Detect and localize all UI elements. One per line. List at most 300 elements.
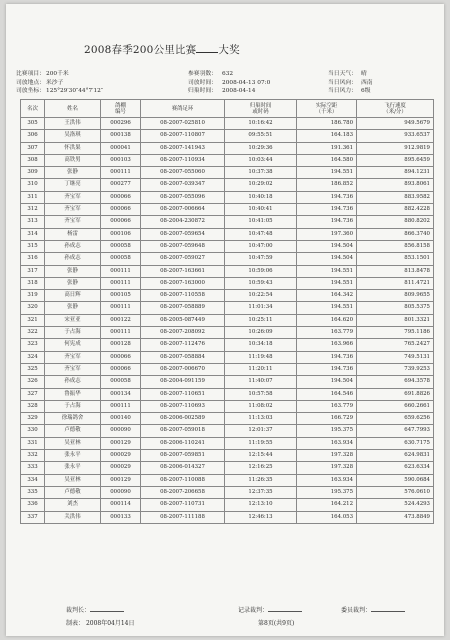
cell-rank: 329 — [21, 413, 45, 425]
cell-speed: 739.9253 — [357, 363, 434, 375]
cell-ring: 08-2004-091159 — [141, 376, 225, 388]
cell-distance: 164.580 — [297, 154, 357, 166]
cell-ring: 08-2007-208092 — [141, 327, 225, 339]
cell-loft: 000041 — [101, 142, 141, 154]
cell-distance: 164.183 — [297, 130, 357, 142]
cell-loft: 000111 — [101, 277, 141, 289]
cell-rank: 315 — [21, 240, 45, 252]
cell-rank: 322 — [21, 327, 45, 339]
cell-distance: 164.546 — [297, 388, 357, 400]
table-row — [21, 142, 434, 154]
cell-speed: 801.3321 — [357, 314, 434, 326]
made-date: 2008年04月14日 — [85, 620, 135, 627]
cell-rank: 326 — [21, 376, 45, 388]
cell-arrival: 10:16:42 — [225, 118, 297, 130]
cell-arrival: 12:13:10 — [225, 499, 297, 511]
cell-ring: 08-2007-112476 — [141, 339, 225, 351]
cell-loft: 000058 — [101, 240, 141, 252]
header-rank: 名次 — [21, 100, 45, 118]
coord-value: 125°29′30″44°7′12″ — [46, 88, 104, 95]
table-row — [21, 474, 434, 486]
cell-distance: 164.212 — [297, 499, 357, 511]
cell-name: 张静 — [45, 302, 101, 314]
cell-name: 怀洪果 — [45, 142, 101, 154]
cell-arrival: 10:40:18 — [225, 191, 297, 203]
cell-distance: 194.504 — [297, 240, 357, 252]
wind-force-value: 6级 — [361, 88, 371, 95]
table-row — [21, 413, 434, 425]
cell-arrival: 10:40:41 — [225, 204, 297, 216]
title-text: 2008春季200公里比赛 — [84, 44, 197, 56]
table-row — [21, 167, 434, 179]
cell-rank: 321 — [21, 314, 45, 326]
cell-distance: 194.504 — [297, 376, 357, 388]
cell-rank: 323 — [21, 339, 45, 351]
release-time-label: 司放时间： — [188, 79, 217, 86]
cell-speed: 524.4293 — [357, 499, 434, 511]
cell-speed: 590.0684 — [357, 474, 434, 486]
cell-speed: 883.9582 — [357, 191, 434, 203]
cell-speed: 895.6459 — [357, 154, 434, 166]
cell-name: 卢德敬 — [45, 425, 101, 437]
cell-distance: 163.934 — [297, 437, 357, 449]
table-row — [21, 265, 434, 277]
table-row — [21, 253, 434, 265]
cell-loft: 000122 — [101, 314, 141, 326]
cell-speed: 853.1501 — [357, 253, 434, 265]
cell-speed: 882.4228 — [357, 204, 434, 216]
cell-distance: 164.342 — [297, 290, 357, 302]
cell-loft: 000111 — [101, 400, 141, 412]
cell-name: 卢德敬 — [45, 486, 101, 498]
cell-speed: 694.3578 — [357, 376, 434, 388]
table-row — [21, 216, 434, 228]
cell-loft: 000129 — [101, 437, 141, 449]
cell-rank: 333 — [21, 462, 45, 474]
cell-ring: 08-2007-006670 — [141, 363, 225, 375]
cell-loft: 000138 — [101, 130, 141, 142]
cell-distance: 194.551 — [297, 265, 357, 277]
cell-name: 齐宝军 — [45, 204, 101, 216]
cell-speed: 894.1231 — [357, 167, 434, 179]
table-row — [21, 179, 434, 191]
cell-distance: 191.361 — [297, 142, 357, 154]
cell-rank: 306 — [21, 130, 45, 142]
cell-name: 齐宝军 — [45, 351, 101, 363]
cell-speed: 866.3740 — [357, 228, 434, 240]
table-body — [21, 118, 434, 524]
coord-label: 司放坐标： — [16, 88, 45, 95]
return-time-label: 归巢时间： — [188, 88, 217, 95]
cell-rank: 307 — [21, 142, 45, 154]
cell-arrival: 10:47:59 — [225, 253, 297, 265]
table-row — [21, 339, 434, 351]
cell-speed: 473.8849 — [357, 511, 434, 523]
cell-arrival: 10:03:44 — [225, 154, 297, 166]
cell-name: 杨雷 — [45, 228, 101, 240]
cell-arrival: 10:29:36 — [225, 142, 297, 154]
cell-ring: 08-2007-055096 — [141, 191, 225, 203]
cell-distance: 194.736 — [297, 351, 357, 363]
release-site-value: 米沙子 — [46, 79, 64, 86]
header-loft: 鸽棚 编号 — [101, 100, 141, 118]
wind-label: 当日风向： — [328, 79, 357, 86]
cell-name: 于占海 — [45, 327, 101, 339]
cell-ring: 08-2007-058889 — [141, 302, 225, 314]
recorder-signature — [238, 605, 302, 614]
cell-speed: 933.6537 — [357, 130, 434, 142]
cell-arrival: 11:26:35 — [225, 474, 297, 486]
cell-loft: 000066 — [101, 216, 141, 228]
table-row — [21, 511, 434, 523]
cell-ring: 08-2007-111188 — [141, 511, 225, 523]
cell-distance: 186.852 — [297, 179, 357, 191]
cell-rank: 324 — [21, 351, 45, 363]
cell-name: 高日辉 — [45, 290, 101, 302]
cell-arrival: 10:59:43 — [225, 277, 297, 289]
cell-name: 何宪成 — [45, 339, 101, 351]
cell-loft: 000066 — [101, 191, 141, 203]
cell-arrival: 11:20:11 — [225, 363, 297, 375]
cell-loft: 000134 — [101, 388, 141, 400]
table-row — [21, 191, 434, 203]
cell-name: 孙成志 — [45, 376, 101, 388]
cell-loft: 000066 — [101, 363, 141, 375]
cell-rank: 316 — [21, 253, 45, 265]
cell-loft: 000114 — [101, 499, 141, 511]
page-number: 第8页(共9页) — [258, 620, 295, 627]
cell-arrival: 11:40:07 — [225, 376, 297, 388]
cell-rank: 332 — [21, 450, 45, 462]
cell-name: 张永平 — [45, 450, 101, 462]
cell-rank: 337 — [21, 511, 45, 523]
table-row — [21, 499, 434, 511]
cell-ring: 08-2007-059654 — [141, 228, 225, 240]
cell-rank: 312 — [21, 204, 45, 216]
cell-distance: 197.328 — [297, 462, 357, 474]
cell-loft: 000277 — [101, 179, 141, 191]
cell-ring: 08-2007-110651 — [141, 388, 225, 400]
cell-distance: 194.551 — [297, 167, 357, 179]
cell-distance: 194.504 — [297, 253, 357, 265]
table-row — [21, 302, 434, 314]
cell-distance: 166.729 — [297, 413, 357, 425]
cell-name: 齐宝军 — [45, 191, 101, 203]
cell-distance: 194.736 — [297, 363, 357, 375]
cell-loft: 000111 — [101, 327, 141, 339]
cell-arrival: 11:08:02 — [225, 400, 297, 412]
cell-speed: 795.1186 — [357, 327, 434, 339]
cell-arrival: 11:19:55 — [225, 437, 297, 449]
cell-arrival: 10:37:38 — [225, 167, 297, 179]
cell-arrival: 11:13:03 — [225, 413, 297, 425]
cell-name: 吴洛琪 — [45, 130, 101, 142]
header-distance: 实际空距 （千米） — [297, 100, 357, 118]
made-label: 制表： — [66, 620, 85, 627]
results-table — [20, 99, 434, 524]
page-title — [84, 42, 240, 57]
cell-arrival: 10:59:06 — [225, 265, 297, 277]
release-time-value: 2008-04-13 07:0 — [222, 79, 271, 86]
table-row — [21, 314, 434, 326]
cell-loft: 000066 — [101, 204, 141, 216]
release-site-label: 司放地点： — [16, 79, 45, 86]
return-time-value: 2008-04-14 — [222, 88, 256, 95]
cell-rank: 325 — [21, 363, 45, 375]
cell-speed: 647.7993 — [357, 425, 434, 437]
cell-ring: 08-2006-014327 — [141, 462, 225, 474]
table-row — [21, 118, 434, 130]
cell-rank: 327 — [21, 388, 45, 400]
wind-force-label: 当日风力： — [328, 88, 357, 95]
cell-speed: 576.0610 — [357, 486, 434, 498]
table-header-row — [21, 100, 434, 118]
cell-name: 吴亚林 — [45, 437, 101, 449]
cell-distance: 195.375 — [297, 486, 357, 498]
cell-rank: 336 — [21, 499, 45, 511]
race-info — [16, 70, 436, 96]
cell-rank: 317 — [21, 265, 45, 277]
cell-name: 张静 — [45, 277, 101, 289]
cell-distance: 163.779 — [297, 400, 357, 412]
cell-ring: 08-2007-110934 — [141, 154, 225, 166]
cell-loft: 000029 — [101, 462, 141, 474]
cell-arrival: 10:34:18 — [225, 339, 297, 351]
table-row — [21, 228, 434, 240]
cell-name: 高铁男 — [45, 154, 101, 166]
cell-loft: 000133 — [101, 511, 141, 523]
referee-line — [90, 605, 124, 612]
cell-speed: 765.2427 — [357, 339, 434, 351]
cell-ring: 08-2007-059027 — [141, 253, 225, 265]
distance-label: 比赛项目： — [16, 71, 45, 77]
cell-distance: 194.551 — [297, 302, 357, 314]
cell-arrival: 10:47:48 — [225, 228, 297, 240]
cell-name: 齐宝军 — [45, 216, 101, 228]
cell-ring: 08-2007-006664 — [141, 204, 225, 216]
cell-ring: 08-2006-110241 — [141, 437, 225, 449]
cell-ring: 08-2004-230872 — [141, 216, 225, 228]
cell-arrival: 11:19:48 — [225, 351, 297, 363]
cell-name: 张永平 — [45, 462, 101, 474]
cell-rank: 328 — [21, 400, 45, 412]
cell-loft: 000111 — [101, 265, 141, 277]
cell-ring: 08-2006-002589 — [141, 413, 225, 425]
cell-ring: 08-2007-058884 — [141, 351, 225, 363]
table-row — [21, 277, 434, 289]
cell-name: 徐瑞鸽舍 — [45, 413, 101, 425]
cell-speed: 749.5131 — [357, 351, 434, 363]
entries-value: 632 — [222, 71, 234, 77]
cell-distance: 163.966 — [297, 339, 357, 351]
cell-distance: 194.736 — [297, 204, 357, 216]
wind-value: 西南 — [361, 79, 373, 86]
title-suffix: 大奖 — [218, 44, 240, 56]
table-row — [21, 154, 434, 166]
cell-distance: 164.053 — [297, 511, 357, 523]
cell-distance: 194.551 — [297, 277, 357, 289]
table-row — [21, 327, 434, 339]
table-row — [21, 400, 434, 412]
cell-rank: 331 — [21, 437, 45, 449]
cell-ring: 08-2007-110731 — [141, 499, 225, 511]
header-name: 姓名 — [45, 100, 101, 118]
table-row — [21, 351, 434, 363]
committee-line — [371, 605, 405, 612]
cell-name: 鲁振华 — [45, 388, 101, 400]
info-row-2 — [16, 79, 436, 88]
cell-name: 张静 — [45, 265, 101, 277]
cell-arrival: 11:01:34 — [225, 302, 297, 314]
cell-arrival: 10:57:58 — [225, 388, 297, 400]
cell-arrival: 10:47:00 — [225, 240, 297, 252]
table-row — [21, 130, 434, 142]
cell-speed: 659.6256 — [357, 413, 434, 425]
cell-ring: 08-2007-163000 — [141, 277, 225, 289]
cell-speed: 856.8158 — [357, 240, 434, 252]
cell-speed: 811.4721 — [357, 277, 434, 289]
cell-ring: 08-2007-163661 — [141, 265, 225, 277]
cell-arrival: 10:41:05 — [225, 216, 297, 228]
cell-name: 宋亚亚 — [45, 314, 101, 326]
cell-ring: 08-2007-039347 — [141, 179, 225, 191]
cell-distance: 197.328 — [297, 450, 357, 462]
cell-ring: 08-2007-110088 — [141, 474, 225, 486]
cell-loft: 000090 — [101, 425, 141, 437]
cell-rank: 311 — [21, 191, 45, 203]
cell-arrival: 12:46:13 — [225, 511, 297, 523]
cell-loft: 000029 — [101, 450, 141, 462]
table-row — [21, 437, 434, 449]
cell-ring: 08-2007-110807 — [141, 130, 225, 142]
cell-loft: 000129 — [101, 474, 141, 486]
cell-rank: 314 — [21, 228, 45, 240]
cell-loft: 000140 — [101, 413, 141, 425]
cell-distance: 195.375 — [297, 425, 357, 437]
recorder-label: 记录裁判： — [238, 607, 269, 614]
cell-name: 刘杰 — [45, 499, 101, 511]
table-row — [21, 462, 434, 474]
cell-name: 孙成志 — [45, 240, 101, 252]
cell-ring: 08-2007-110693 — [141, 400, 225, 412]
cell-loft: 000111 — [101, 167, 141, 179]
cell-rank: 319 — [21, 290, 45, 302]
cell-ring: 08-2005-087449 — [141, 314, 225, 326]
committee-label: 委员裁判： — [341, 607, 372, 614]
title-blank-line — [196, 43, 218, 53]
cell-ring: 08-2007-059851 — [141, 450, 225, 462]
cell-distance: 194.736 — [297, 216, 357, 228]
cell-arrival: 10:26:09 — [225, 327, 297, 339]
distance-value: 200千米 — [46, 71, 69, 77]
cell-speed: 809.9655 — [357, 290, 434, 302]
cell-ring: 08-2007-110558 — [141, 290, 225, 302]
cell-arrival: 12:01:37 — [225, 425, 297, 437]
cell-distance: 163.934 — [297, 474, 357, 486]
cell-name: 于占海 — [45, 400, 101, 412]
cell-speed: 805.5375 — [357, 302, 434, 314]
info-row-3 — [16, 87, 436, 96]
cell-speed: 691.8826 — [357, 388, 434, 400]
table-row — [21, 204, 434, 216]
weather-value: 晴 — [361, 71, 367, 77]
cell-rank: 318 — [21, 277, 45, 289]
cell-arrival: 12:15:44 — [225, 450, 297, 462]
table-row — [21, 363, 434, 375]
cell-speed: 893.8061 — [357, 179, 434, 191]
cell-loft: 000058 — [101, 253, 141, 265]
cell-speed: 912.9819 — [357, 142, 434, 154]
header-ring: 赛鸽足环 — [141, 100, 225, 118]
cell-ring: 08-2007-059648 — [141, 240, 225, 252]
cell-name: 关洪伟 — [45, 511, 101, 523]
cell-name: 张静 — [45, 167, 101, 179]
cell-rank: 305 — [21, 118, 45, 130]
cell-loft: 000128 — [101, 339, 141, 351]
cell-rank: 310 — [21, 179, 45, 191]
cell-arrival: 10:22:54 — [225, 290, 297, 302]
cell-arrival: 09:55:51 — [225, 130, 297, 142]
referee-label: 裁判长： — [66, 607, 91, 614]
cell-rank: 320 — [21, 302, 45, 314]
cell-rank: 308 — [21, 154, 45, 166]
entries-label: 参赛羽数： — [188, 71, 217, 77]
recorder-line — [268, 605, 302, 612]
cell-arrival: 12:37:35 — [225, 486, 297, 498]
cell-name: 吴亚林 — [45, 474, 101, 486]
cell-loft: 000106 — [101, 228, 141, 240]
cell-rank: 313 — [21, 216, 45, 228]
cell-speed: 623.6334 — [357, 462, 434, 474]
cell-speed: 630.7175 — [357, 437, 434, 449]
cell-name: 孙成志 — [45, 253, 101, 265]
cell-loft: 000296 — [101, 118, 141, 130]
cell-distance: 163.779 — [297, 327, 357, 339]
committee-signature — [341, 605, 405, 614]
table-row — [21, 425, 434, 437]
cell-loft: 000090 — [101, 486, 141, 498]
cell-arrival: 10:25:11 — [225, 314, 297, 326]
referee-signature — [66, 605, 124, 614]
cell-name: 王洪伟 — [45, 118, 101, 130]
cell-rank: 330 — [21, 425, 45, 437]
cell-distance: 186.780 — [297, 118, 357, 130]
cell-speed: 813.8478 — [357, 265, 434, 277]
cell-rank: 334 — [21, 474, 45, 486]
table-row — [21, 290, 434, 302]
weather-label: 当日天气： — [328, 71, 357, 77]
cell-distance: 194.736 — [297, 191, 357, 203]
cell-arrival: 12:16:25 — [225, 462, 297, 474]
cell-name: 齐宝军 — [45, 363, 101, 375]
cell-ring: 08-2007-055060 — [141, 167, 225, 179]
cell-loft: 000066 — [101, 351, 141, 363]
table-row — [21, 388, 434, 400]
header-arrival: 归巢时间 或时码 — [225, 100, 297, 118]
made-by — [66, 618, 134, 627]
cell-speed: 660.2661 — [357, 400, 434, 412]
table-row — [21, 240, 434, 252]
cell-ring: 08-2007-141943 — [141, 142, 225, 154]
cell-loft: 000105 — [101, 290, 141, 302]
table-row — [21, 486, 434, 498]
cell-distance: 164.620 — [297, 314, 357, 326]
cell-speed: 880.8202 — [357, 216, 434, 228]
cell-rank: 335 — [21, 486, 45, 498]
cell-ring: 08-2007-059018 — [141, 425, 225, 437]
cell-rank: 309 — [21, 167, 45, 179]
cell-distance: 197.360 — [297, 228, 357, 240]
